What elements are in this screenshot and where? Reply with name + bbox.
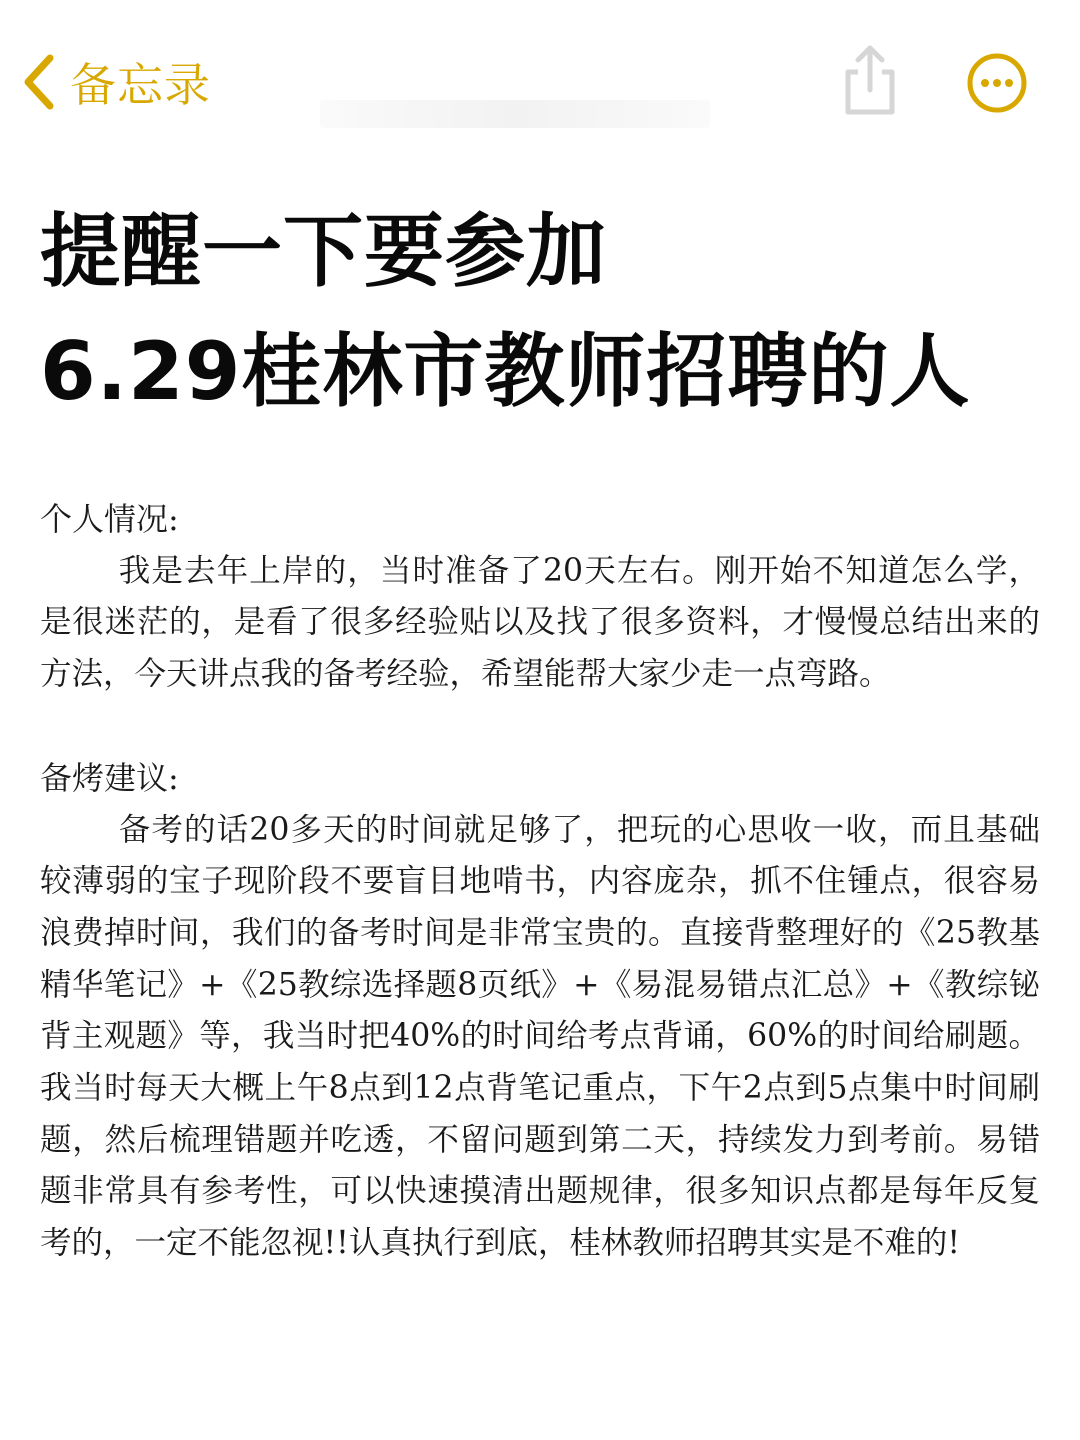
ellipsis-circle-icon <box>966 99 1028 118</box>
faded-header-text <box>320 100 710 128</box>
section-body-advice: 备考的话20多天的时间就足够了，把玩的心思收一收，而且基础较薄弱的宝子现阶段不要盲目地啃书，内容庞杂，抓不住锺点，很容易浪费掉时间，我们的备考时间是非常宝贵的。直接背整理好的《25教基精华笔记》+《25教综选择题8页纸》+《易混易错点汇总》+《教综铋背主观题》等，我当时把40%的时间给考点背诵，60%的时间给刷题。我当时每天大概上午8点到12点背笔记重点，下午2点到5点集中时间刷题，然后梳理错题并吃透，不留问题到第二天，持续发力到考前。易错题非常具有参考性，可以快速摸清出题规律，很多知识点都是每年反复考的，一定不能忽视!!认真执行到底，桂林教师招聘其实是不难的! <box>40 811 1040 1262</box>
section-heading-personal: 个人情况: <box>40 500 179 538</box>
chevron-left-icon <box>20 54 56 110</box>
share-icon <box>836 103 904 122</box>
note-body <box>40 494 1040 1270</box>
note-title-line-1: 提醒一下要参加 <box>40 205 607 298</box>
paragraph-gap <box>40 701 1040 753</box>
note-title-line-2: 6.29桂林市教师招聘的人 <box>40 325 971 418</box>
back-label: 备忘录 <box>70 58 211 112</box>
more-button[interactable] <box>966 52 1028 114</box>
section-body-personal: 我是去年上岸的，当时准备了20天左右。刚开始不知道怎么学，是很迷茫的，是看了很多经验贴以及找了很多资料，才慢慢总结出来的方法，今天讲点我的备考经验，希望能帮大家少走一点弯路。 <box>40 552 1040 693</box>
back-button[interactable] <box>20 48 211 116</box>
navigation-bar <box>0 0 1080 170</box>
section-heading-advice: 备烤建议: <box>40 758 179 797</box>
share-button[interactable] <box>836 42 904 118</box>
note-title <box>40 192 1050 432</box>
